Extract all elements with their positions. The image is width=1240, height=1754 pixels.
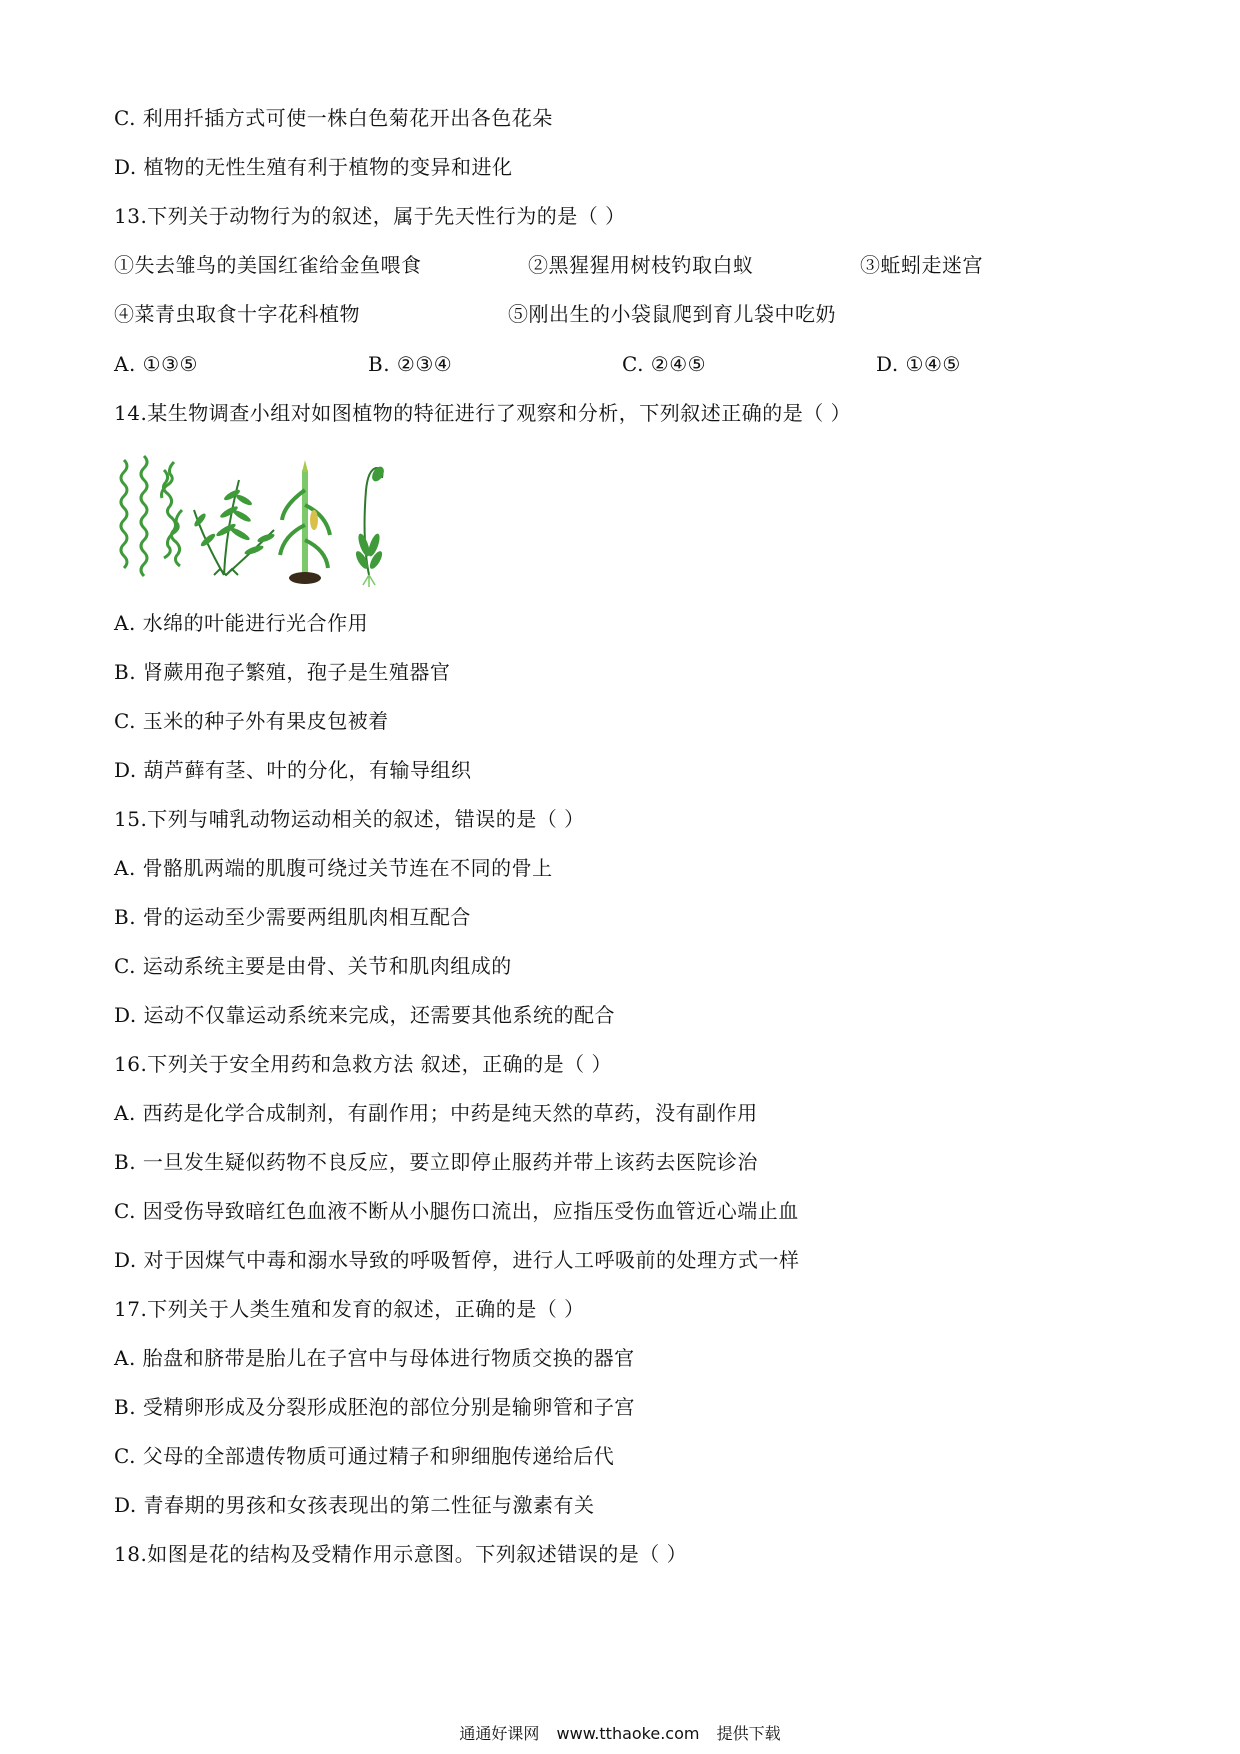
- q13-item-1: ①失去雏鸟的美国红雀给金鱼喂食: [114, 253, 422, 277]
- footer-suffix: 提供下载: [716, 1724, 781, 1743]
- q13-option-d: D. ①④⑤: [876, 352, 961, 376]
- footer-site-name: 通通好课网: [459, 1724, 540, 1743]
- q13-item-2: ②黑猩猩用树枝钓取白蚁: [528, 253, 754, 277]
- q17-option-a: A. 胎盘和脐带是胎儿在子宫中与母体进行物质交换的器官: [114, 1346, 635, 1370]
- q16-option-b: B. 一旦发生疑似药物不良反应，要立即停止服药并带上该药去医院诊治: [114, 1150, 758, 1174]
- corn-illustration: [280, 460, 330, 584]
- q16-option-d: D. 对于因煤气中毒和溺水导致的呼吸暂停，进行人工呼吸前的处理方式一样: [114, 1248, 800, 1272]
- q14-option-d: D. 葫芦藓有茎、叶的分化，有输导组织: [114, 758, 472, 782]
- q16-option-a: A. 西药是化学合成制剂，有副作用；中药是纯天然的草药，没有副作用: [114, 1101, 758, 1125]
- q13-stem: 13.下列关于动物行为的叙述，属于先天性行为的是（ ）: [114, 204, 626, 228]
- page-footer: [0, 1724, 1240, 1744]
- q14-stem: 14.某生物调查小组对如图植物的特征进行了观察和分析，下列叙述正确的是（ ）: [114, 401, 852, 425]
- moss-illustration: [354, 465, 387, 587]
- q14-option-a: A. 水绵的叶能进行光合作用: [114, 611, 369, 635]
- plants-figure: [114, 450, 414, 590]
- q12-option-d: D. 植物的无性生殖有利于植物的变异和进化: [114, 155, 513, 179]
- q13-item-3: ③蚯蚓走迷宫: [860, 253, 983, 277]
- q13-item-4: ④菜青虫取食十字花科植物: [114, 302, 360, 326]
- q17-stem: 17.下列关于人类生殖和发育的叙述，正确的是（ ）: [114, 1297, 585, 1321]
- fern-illustration: [193, 480, 276, 575]
- q13-option-b: B. ②③④: [368, 352, 453, 376]
- q16-stem: 16.下列关于安全用药和急救方法 叙述，正确的是（ ）: [114, 1052, 613, 1076]
- spirogyra-illustration: [121, 456, 182, 576]
- footer-url-link[interactable]: www.tthaoke.com: [556, 1724, 700, 1743]
- q12-option-c: C. 利用扦插方式可使一株白色菊花开出各色花朵: [114, 106, 553, 130]
- q17-option-c: C. 父母的全部遗传物质可通过精子和卵细胞传递给后代: [114, 1444, 615, 1468]
- q17-option-d: D. 青春期的男孩和女孩表现出的第二性征与激素有关: [114, 1493, 595, 1517]
- q15-option-a: A. 骨骼肌两端的肌腹可绕过关节连在不同的骨上: [114, 856, 553, 880]
- q15-option-d: D. 运动不仅靠运动系统来完成，还需要其他系统的配合: [114, 1003, 616, 1027]
- q15-stem: 15.下列与哺乳动物运动相关的叙述，错误的是（ ）: [114, 807, 585, 831]
- q14-option-c: C. 玉米的种子外有果皮包被着: [114, 709, 389, 733]
- q13-option-a: A. ①③⑤: [114, 352, 198, 376]
- q14-option-b: B. 肾蕨用孢子繁殖，孢子是生殖器官: [114, 660, 451, 684]
- q18-stem: 18.如图是花的结构及受精作用示意图。下列叙述错误的是（ ）: [114, 1542, 688, 1566]
- q15-option-b: B. 骨的运动至少需要两组肌肉相互配合: [114, 905, 471, 929]
- q15-option-c: C. 运动系统主要是由骨、关节和肌肉组成的: [114, 954, 512, 978]
- q13-item-5: ⑤刚出生的小袋鼠爬到育儿袋中吃奶: [508, 302, 836, 326]
- q16-option-c: C. 因受伤导致暗红色血液不断从小腿伤口流出，应指压受伤血管近心端止血: [114, 1199, 799, 1223]
- q13-option-c: C. ②④⑤: [622, 352, 707, 376]
- q17-option-b: B. 受精卵形成及分裂形成胚泡的部位分别是输卵管和子宫: [114, 1395, 635, 1419]
